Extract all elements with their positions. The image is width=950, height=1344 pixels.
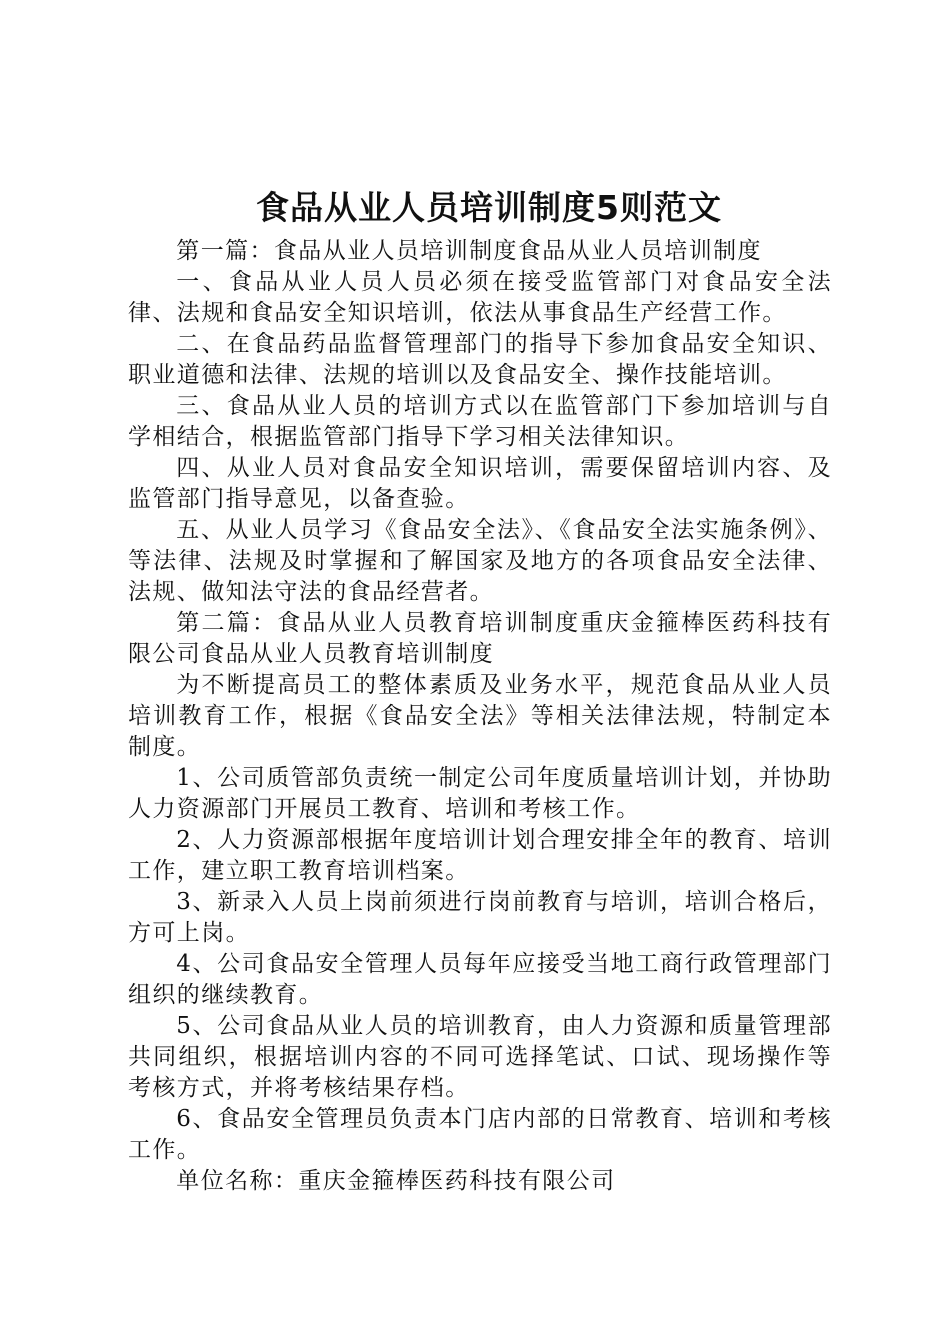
paragraph: 为不断提高员工的整体素质及业务水平，规范食品从业人员培训教育工作，根据《食品安全法》等相关法律法规，特制定本制度。 <box>128 672 832 760</box>
document-title: 食品从业人员培训制度5则范文 <box>256 188 722 227</box>
paragraph: 3、新录入人员上岗前须进行岗前教育与培训，培训合格后，方可上岗。 <box>128 889 832 946</box>
document-page <box>128 180 832 1197</box>
paragraph: 三、食品从业人员的培训方式以在监管部门下参加培训与自学相结合，根据监管部门指导下学习相关法律知识。 <box>128 393 832 450</box>
paragraph: 四、从业人员对食品安全知识培训，需要保留培训内容、及监管部门指导意见，以备查验。 <box>128 455 832 512</box>
paragraph: 一、食品从业人员人员必须在接受监管部门对食品安全法律、法规和食品安全知识培训，依法从事食品生产经营工作。 <box>128 269 832 326</box>
organization-name: 单位名称：重庆金箍棒医药科技有限公司 <box>176 1168 616 1194</box>
paragraph: 二、在食品药品监督管理部门的指导下参加食品安全知识、职业道德和法律、法规的培训以及食品安全、操作技能培训。 <box>128 331 832 388</box>
paragraph: 6、食品安全管理员负责本门店内部的日常教育、培训和考核工作。 <box>128 1106 832 1163</box>
paragraph: 1、公司质管部负责统一制定公司年度质量培训计划，并协助人力资源部门开展员工教育、培训和考核工作。 <box>128 765 832 822</box>
paragraph: 五、从业人员学习《食品安全法》、《食品安全法实施条例》、等法律、法规及时掌握和了解国家及地方的各项食品安全法律、法规、做知法守法的食品经营者。 <box>128 517 832 605</box>
section-heading-2: 第二篇：食品从业人员教育培训制度重庆金箍棒医药科技有限公司食品从业人员教育培训制度 <box>128 610 832 667</box>
paragraph: 2、人力资源部根据年度培训计划合理安排全年的教育、培训工作，建立职工教育培训档案。 <box>128 827 832 884</box>
section-heading-1: 第一篇：食品从业人员培训制度食品从业人员培训制度 <box>176 238 762 264</box>
paragraph: 5、公司食品从业人员的培训教育，由人力资源和质量管理部共同组织，根据培训内容的不同可选择笔试、口试、现场操作等考核方式，并将考核结果存档。 <box>128 1013 832 1101</box>
paragraph: 4、公司食品安全管理人员每年应接受当地工商行政管理部门组织的继续教育。 <box>128 951 832 1008</box>
